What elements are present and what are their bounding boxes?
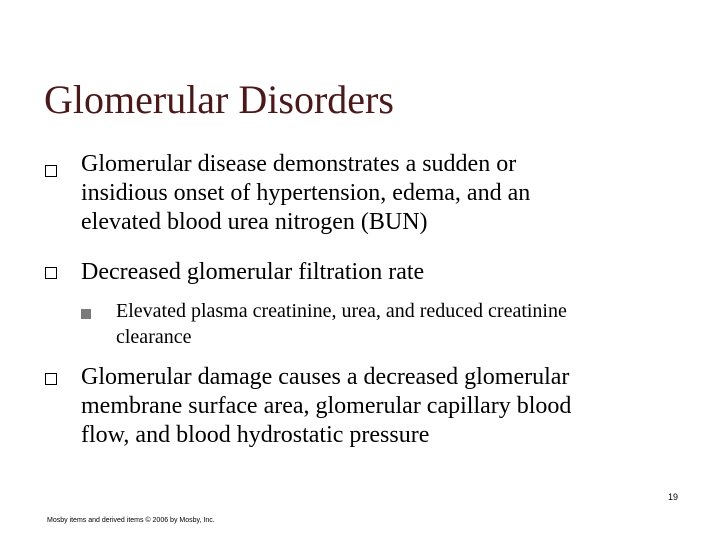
bullet-line: Decreased glomerular filtration rate [81, 259, 425, 285]
sub-bullet-item-creatinine [116, 298, 567, 350]
square-bullet-icon [45, 165, 57, 177]
bullet-line: flow, and blood hydrostatic pressure [81, 422, 430, 448]
sub-bullet-line: Elevated plasma creatinine, urea, and reduced creatinine [116, 300, 567, 322]
slide-title: Glomerular Disorders [44, 77, 394, 122]
bullet-line: Glomerular damage causes a decreased glomerular [81, 364, 570, 390]
bullet-line: insidious onset of hypertension, edema, and an [81, 180, 531, 206]
bullet-item-hypertension [81, 150, 530, 237]
bullet-line: membrane surface area, glomerular capillary blood [81, 393, 572, 419]
copyright-notice: Mosby items and derived items © 2006 by Mosby, Inc. [47, 517, 215, 524]
page-number: 19 [667, 492, 678, 502]
square-bullet-icon [45, 267, 57, 279]
sub-bullet-line: clearance [116, 326, 192, 348]
filled-square-bullet-icon [81, 309, 91, 319]
bullet-item-glomerular-damage [81, 363, 571, 450]
square-bullet-icon [45, 373, 57, 385]
bullet-item-gfr [81, 258, 424, 287]
bullet-line: elevated blood urea nitrogen (BUN) [81, 209, 428, 235]
bullet-line: Glomerular disease demonstrates a sudden or [81, 151, 517, 177]
